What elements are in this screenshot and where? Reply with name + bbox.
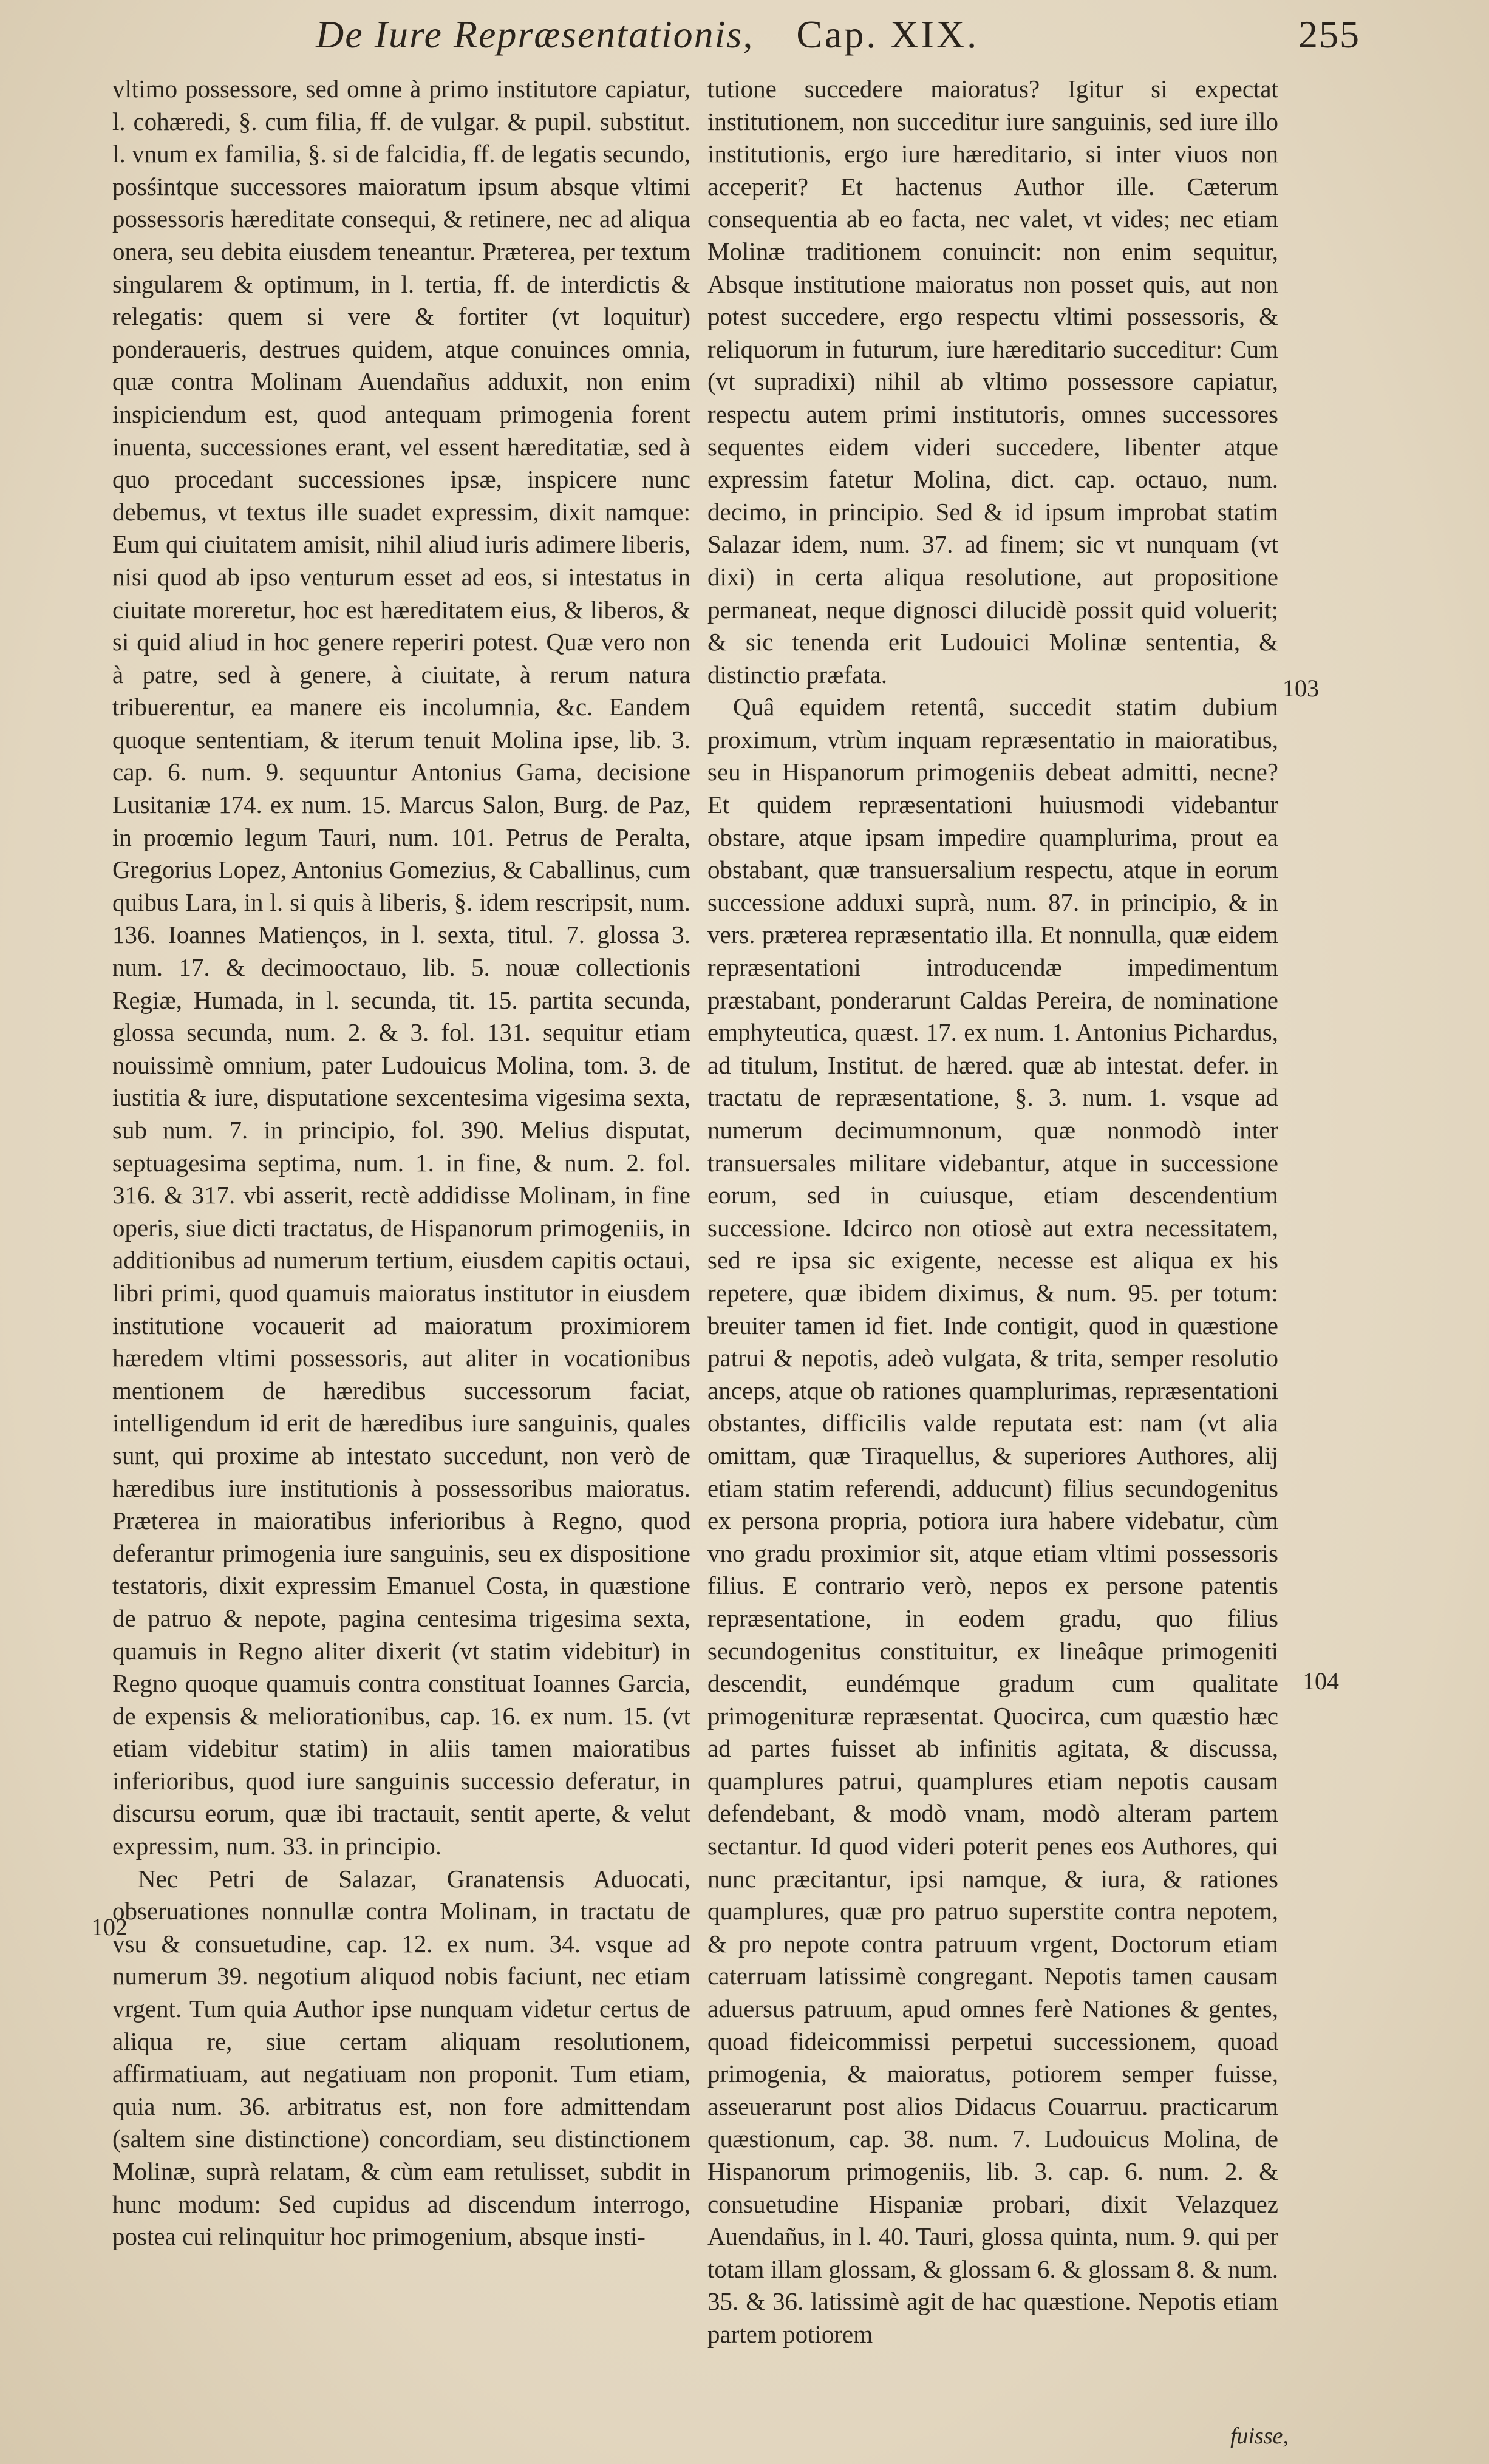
running-header (316, 12, 1360, 67)
header-chapter: Cap. XIX. (796, 13, 980, 56)
margin-number-102: 102 (91, 1913, 128, 1941)
catchword: fuisse, (1230, 2423, 1289, 2449)
header-title: De Iure Repræsentationis, (316, 13, 754, 56)
right-paragraph-2: Quâ equidem retentâ, succedit statim dubium proximum, vtrùm inquam repræsentatio in maioratibus, seu in Hispanorum primogeniis debeat admitti, necne? Et quidem repræsentationi huiusmodi videbantur obstare, atque ipsam impedire quamplurima, prout ea obstabant, quæ transuersalium respectu, atque in eorum successione adduxi suprà, num. 87. in principio, & in vers. præterea repræsentatio illa. Et nonnulla, quæ eidem repræsentationi introducendæ impedimentum præstabant, ponderarunt Caldas Pereira, de nominatione emphyteutica, quæst. 17. ex num. 1. Antonius Pichardus, ad titulum, Institut. de hæred. quæ ab intestat. defer. in tractatu de repræsentatione, §. 3. num. 1. vsque ad numerum decimumnonum, quæ nonmodò inter transuersales militare videbantur, atque in successione eorum, sed in cuiusque, etiam descendentium successione. Idcirco non otiosè aut extra necessitatem, sed re ipsa sic exigente, necesse est aliqua ex his repetere, quæ ibidem diximus, & num. 95. per totum: breuiter tamen id fiet. Inde contigit, quod in quæstione patrui & nepotis, adeò vulgata, & trita, semper resolutio anceps, atque ob rationes quamplurimas, repræsentationi obstantes, difficilis valde reputata est: nam (vt alia omittam, quæ Tiraquellus, & superiores Authores, alij etiam statim referendi, adducunt) filius secundogenitus ex persona propria, potiora iura habere videbatur, cùm vno gradu proximior sit, atque etiam vltimi possessoris filius. E contrario verò, nepos ex persone patentis repræsentatione, in eodem gradu, quo filius secundogenitus constituitur, ex lineâque primogeniti descendit, eundémque gradum cum qualitate primogenituræ repræsentat. Quocirca, cum quæstio hæc ad partes fuisset ab infinitis agitata, & discussa, quamplures patrui, quamplures etiam nepotis causam defendebant, & modò vnam, modò alteram partem sectantur. Id quod videri poterit penes eos Authores, qui nunc præcitantur, ipsi namque, & iura, & rationes quamplures, quæ pro patruo superstite contra nepotem, & pro nepote contra patruum vrgent, Doctorum etiam caterruam latissimè congregant. Nepotis tamen causam aduersus patruum, apud omnes ferè Nationes & gentes, quoad fideicommissi perpetui successionem, quoad primogenia, & maioratus, potiorem semper fuisse, asseuerarunt post alios Didacus Couarruu. practicarum quæstionum, cap. 38. num. 7. Ludouicus Molina, de Hispanorum primogeniis, lib. 3. cap. 6. num. 2. & consuetudine Hispaniæ probari, dixit Velazquez Auendañus, in l. 40. Tauri, glossa quinta, num. 9. qui per totam illam glossam, & glossam 6. & glossam 8. & num. 35. & 36. latissimè agit de hac quæstione. Nepotis etiam partem potiorem (707, 693, 1278, 2348)
margin-number-104: 104 (1303, 1667, 1339, 1695)
page-number: 255 (1298, 13, 1360, 56)
left-paragraph-1: vltimo possessore, sed omne à primo institutore capiatur, l. cohæredi, §. cum filia, ff. de vulgar. & pupil. substitut. l. vnum ex familia, §. si de falcidia, ff. de legatis secundo, posśintque successores maioratum ipsum absque vltimi possessoris hæreditate consequi, & retinere, nec ad aliqua onera, seu debita eiusdem teneantur. Præterea, per textum singularem & optimum, in l. tertia, ff. de interdictis & relegatis: quem si vere & fortiter (vt loquitur) ponderaueris, destrues quidem, atque conuinces omnia, quæ contra Molinam Auendañus adduxit, non enim inspiciendum est, quod antequam primogenia forent inuenta, successiones erant, vel essent hæreditatiæ, sed à quo procedant successiones ipsæ, inspicere nunc debemus, vt textus ille suadet expressim, dixit namque: Eum qui ciuitatem amisit, nihil aliud iuris adimere liberis, nisi quod ab ipso venturum esset ad eos, si intestatus in ciuitate moreretur, hoc est hæreditatem eius, & liberos, & si quid aliud in hoc genere reperiri potest. Quæ vero non à patre, sed à genere, à ciuitate, à rerum natura tribuerentur, ea manere eis incolumnia, &c. Eandem quoque sententiam, & iterum tenuit Molina ipse, lib. 3. cap. 6. num. 9. sequuntur Antonius Gama, decisione Lusitaniæ 174. ex num. 15. Marcus Salon, Burg. de Paz, in proœmio legum Tauri, num. 101. Petrus de Peralta, Gregorius Lopez, Antonius Gomezius, & Caballinus, cum quibus Lara, in l. si quis à liberis, §. idem rescripsit, num. 136. Ioannes Matienços, in l. sexta, titul. 7. glossa 3. num. 17. & decimooctauo, lib. 5. nouæ collectionis Regiæ, Humada, in l. secunda, tit. 15. partita secunda, glossa secunda, num. 2. & 3. fol. 131. sequitur etiam nouissimè omnium, pater Ludouicus Molina, tom. 3. de iustitia & iure, disputatione sexcentesima vigesima sexta, sub num. 7. in principio, fol. 390. Melius disputat, septuagesima septima, num. 1. in fine, & num. 2. fol. 316. & 317. vbi asserit, rectè addidisse Molinam, in fine operis, siue dicti tractatus, de Hispanorum primogeniis, in additionibus ad numerum tertium, eiusdem capitis octaui, libri primi, quod quamuis maioratus institutor in eiusdem institutione vocauerit ad maioratum proximiorem hæredem vltimi possessoris, aut aliter in vocationibus mentionem de hæredibus successorum faciat, intelligendum id erit de hæredibus iure sanguinis, quales sunt, qui proxime ab intestato succedunt, non verò de hæredibus iure institutionis à possessoribus maioratus. Præterea in maioratibus inferioribus à Regno, quod deferantur primogenia iure sanguinis, seu ex dispositione testatoris, dixit expressim Emanuel Costa, in quæstione de patruo & nepote, pagina centesima trigesima sexta, quamuis in Regno aliter dixerit (vt statim videbitur) in Regno quoque quamuis contra constituat Ioannes Garcia, de expensis & meliorationibus, cap. 16. ex num. 15. (vt etiam videbitur statim) in aliis tamen maioratibus inferioribus, quod iure sanguinis successio deferatur, in discursu eorum, quæ ibi tractauit, sentit aperte, & velut expressim, num. 33. in principio. (112, 75, 690, 1860)
right-paragraph-1: tutione succedere maioratus? Igitur si expectat institutionem, non succeditur iure sanguinis, sed iure illo institutionis, ergo iure hæreditario, si inter viuos non acceperit? Et hactenus Author ille. Cæterum consequentia ab eo facta, nec valet, vt vides; nec etiam Molinæ traditionem conuincit: non enim sequitur, Absque institutione maioratus non posset quis, aut non potest succedere, ergo respectu vltimi possessoris, & reliquorum in futurum, iure hæreditario succeditur: Cum (vt supradixi) nihil ab vltimo possessore capiatur, respectu autem primi institutoris, omnes successores sequentes eidem videri succedere, libenter atque expressim fatetur Molina, dict. cap. octauo, num. decimo, in principio. Sed & id ipsum improbat statim Salazar idem, num. 37. ad finem; sic vt nunquam (vt dixi) in certa aliqua resolutione, aut propositione permaneat, neque dignosci dilucidè possit quid voluerit; & sic tenenda erit Ludouici Molinæ sententia, & distinctio præfata. (707, 75, 1278, 689)
right-column (707, 73, 1278, 2441)
left-paragraph-2: Nec Petri de Salazar, Granatensis Aduocati, obseruationes nonnullæ contra Molinam, in tractatu de vsu & consuetudine, cap. 12. ex num. 34. vsque ad numerum 39. negotium aliquod nobis faciunt, nec etiam vrgent. Tum quia Author ipse nunquam videtur certus de aliqua re, siue certam aliquam resolutionem, affirmatiuam, aut negatiuam non proponit. Tum etiam, quia num. 36. arbitratus est, non fore admittendam (saltem sine distinctione) concordiam, seu distinctionem Molinæ, suprà relatam, & cùm eam retulisset, subdit in hunc modum: Sed cupidus ad discendum interrogo, postea cui relinquitur hoc primogenium, absque insti- (112, 1864, 690, 2251)
left-column (112, 73, 690, 2441)
margin-number-103: 103 (1283, 675, 1319, 702)
